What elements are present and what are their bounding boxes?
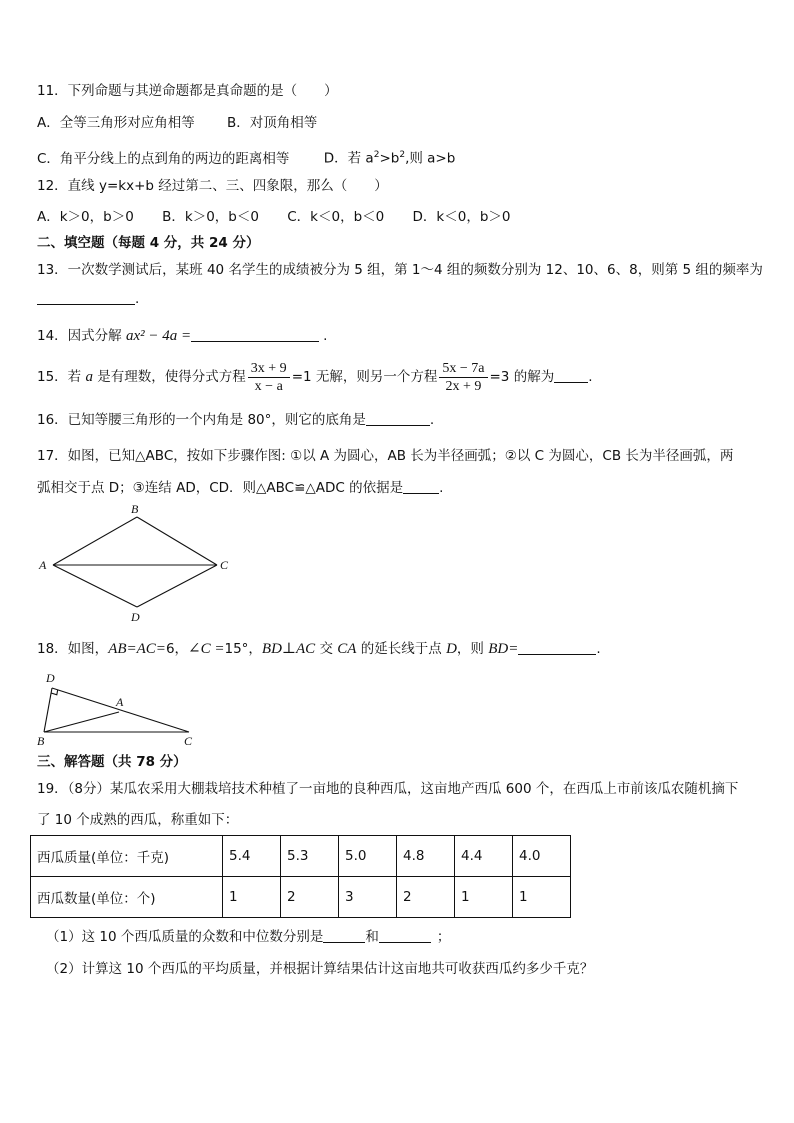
q12-option-a: A．k＞0，b＞0: [37, 209, 134, 225]
table-cell: 1: [455, 877, 513, 918]
q11-option-a: A．全等三角形对应角相等: [37, 115, 195, 131]
q19-text-line2: 了 10 个成熟的西瓜，称重如下：: [37, 812, 239, 828]
table-row-header: 西瓜质量(单位：千克): [31, 836, 223, 877]
q15-fraction-2: $\frac{5x - 7a}{2x + 9}$: [439, 360, 487, 395]
q18-text: 18．如图，AB=AC=6，∠C =15°，BD⊥AC 交 CA 的延长线于点 D，则 BD= .: [37, 641, 601, 657]
table-cell: 5.4: [223, 836, 281, 877]
table-row: [31, 877, 571, 918]
q12-options: [37, 208, 511, 226]
q17-label-a: A: [39, 558, 47, 572]
q11-option-d: D．若 $a^2>b^2$,则 a>b: [323, 150, 456, 167]
section-answer-heading: 三、解答题（共 78 分）: [37, 754, 187, 770]
q17-segment-da: [53, 565, 137, 607]
q15-fraction-1: $\frac{3x + 9}{x - a}$: [248, 360, 290, 395]
q19-watermelon-table: [30, 835, 571, 918]
q17-segment-cd: [137, 565, 217, 607]
q13-blank: [37, 291, 135, 305]
q18-segment-db: [44, 688, 52, 732]
q19-blank-mode: [323, 929, 365, 943]
q19-sub2: （2）计算这 10 个西瓜的平均质量，并根据计算结果估计这亩地共可收获西瓜约多少千克？: [46, 961, 594, 977]
q14-blank: [191, 328, 319, 342]
q11-options-row1: [37, 114, 317, 132]
q17-segment-bc: [137, 517, 217, 565]
table-cell: 3: [339, 877, 397, 918]
table-cell: 4.8: [397, 836, 455, 877]
q12-option-d: D．k＜0，b＞0: [412, 209, 511, 225]
table-cell: 1: [513, 877, 571, 918]
q11-options-row2: [37, 146, 455, 168]
q18-label-b: B: [37, 734, 45, 748]
q19-sub1: （1）这 10 个西瓜质量的众数和中位数分别是 和 ；: [46, 929, 451, 945]
q18-label-d: D: [46, 671, 55, 685]
q16-blank: [366, 412, 430, 426]
q12-stem: 12．直线 y=kx+b 经过第二、三、四象限，那么（ ）: [37, 178, 388, 194]
table-cell: 5.0: [339, 836, 397, 877]
q14-text: 14．因式分解 ax² − 4a = .: [37, 328, 328, 344]
q14-expression: ax² − 4a =: [125, 328, 192, 344]
q17-segment-ab: [53, 517, 137, 565]
table-row-header: 西瓜数量(单位：个): [31, 877, 223, 918]
q18-blank: [518, 641, 596, 655]
q17-label-b: B: [131, 502, 139, 516]
q16-text: 16．已知等腰三角形的一个内角是 80°，则它的底角是 .: [37, 412, 435, 428]
table-cell: 1: [223, 877, 281, 918]
table-cell: 4.0: [513, 836, 571, 877]
q13-answer: .: [37, 290, 139, 308]
q18-segment-ba: [44, 712, 119, 732]
q15-text: 15．若 a 是有理数，使得分式方程 $\frac{3x + 9}{x - a}$ =1 无解，则另一个方程 $\frac{5x - 7a}{2x + 9}$ =3 的解为 .: [37, 360, 593, 394]
q15-blank: [554, 369, 588, 383]
q11-stem: 11．下列命题与其逆命题都是真命题的是（ ）: [37, 83, 338, 99]
q13-text: 13．一次数学测试后，某班 40 名学生的成绩被分为 5 组，第 1～4 组的频数分别为 12、10、6、8，则第 5 组的频率为: [37, 262, 763, 278]
q17-label-d: D: [131, 610, 140, 624]
q17-text-line2: 弧相交于点 D；③连结 AD，CD．则△ABC≌△ADC 的依据是 .: [37, 480, 444, 496]
table-cell: 4.4: [455, 836, 513, 877]
q17-figure: [30, 500, 240, 625]
table-cell: 2: [397, 877, 455, 918]
q11-option-b: B．对顶角相等: [227, 115, 318, 131]
q11-option-c: C．角平分线上的点到角的两边的距离相等: [37, 150, 290, 167]
q19-blank-median: [379, 929, 431, 943]
q17-label-c: C: [220, 558, 229, 572]
table-row: [31, 836, 571, 877]
table-cell: 2: [281, 877, 339, 918]
q18-figure: [32, 668, 202, 748]
section-fill-in-heading: 二、填空题（每题 4 分，共 24 分）: [37, 235, 260, 251]
q17-blank: [403, 480, 439, 494]
table-cell: 5.3: [281, 836, 339, 877]
q12-option-c: C．k＜0，b＜0: [287, 209, 385, 225]
q18-label-c: C: [184, 734, 193, 748]
q17-text-line1: 17．如图，已知△ABC，按如下步骤作图: ①以 A 为圆心，AB 长为半径画弧；②以 C 为圆心，CB 长为半径画弧，两: [37, 448, 734, 464]
q12-option-b: B．k＞0，b＜0: [162, 209, 259, 225]
q18-label-a: A: [116, 695, 124, 709]
q19-text-line1: 19．（8分）某瓜农采用大棚栽培技术种植了一亩地的良种西瓜，这亩地产西瓜 600 个，在西瓜上市前该瓜农随机摘下: [37, 781, 739, 797]
